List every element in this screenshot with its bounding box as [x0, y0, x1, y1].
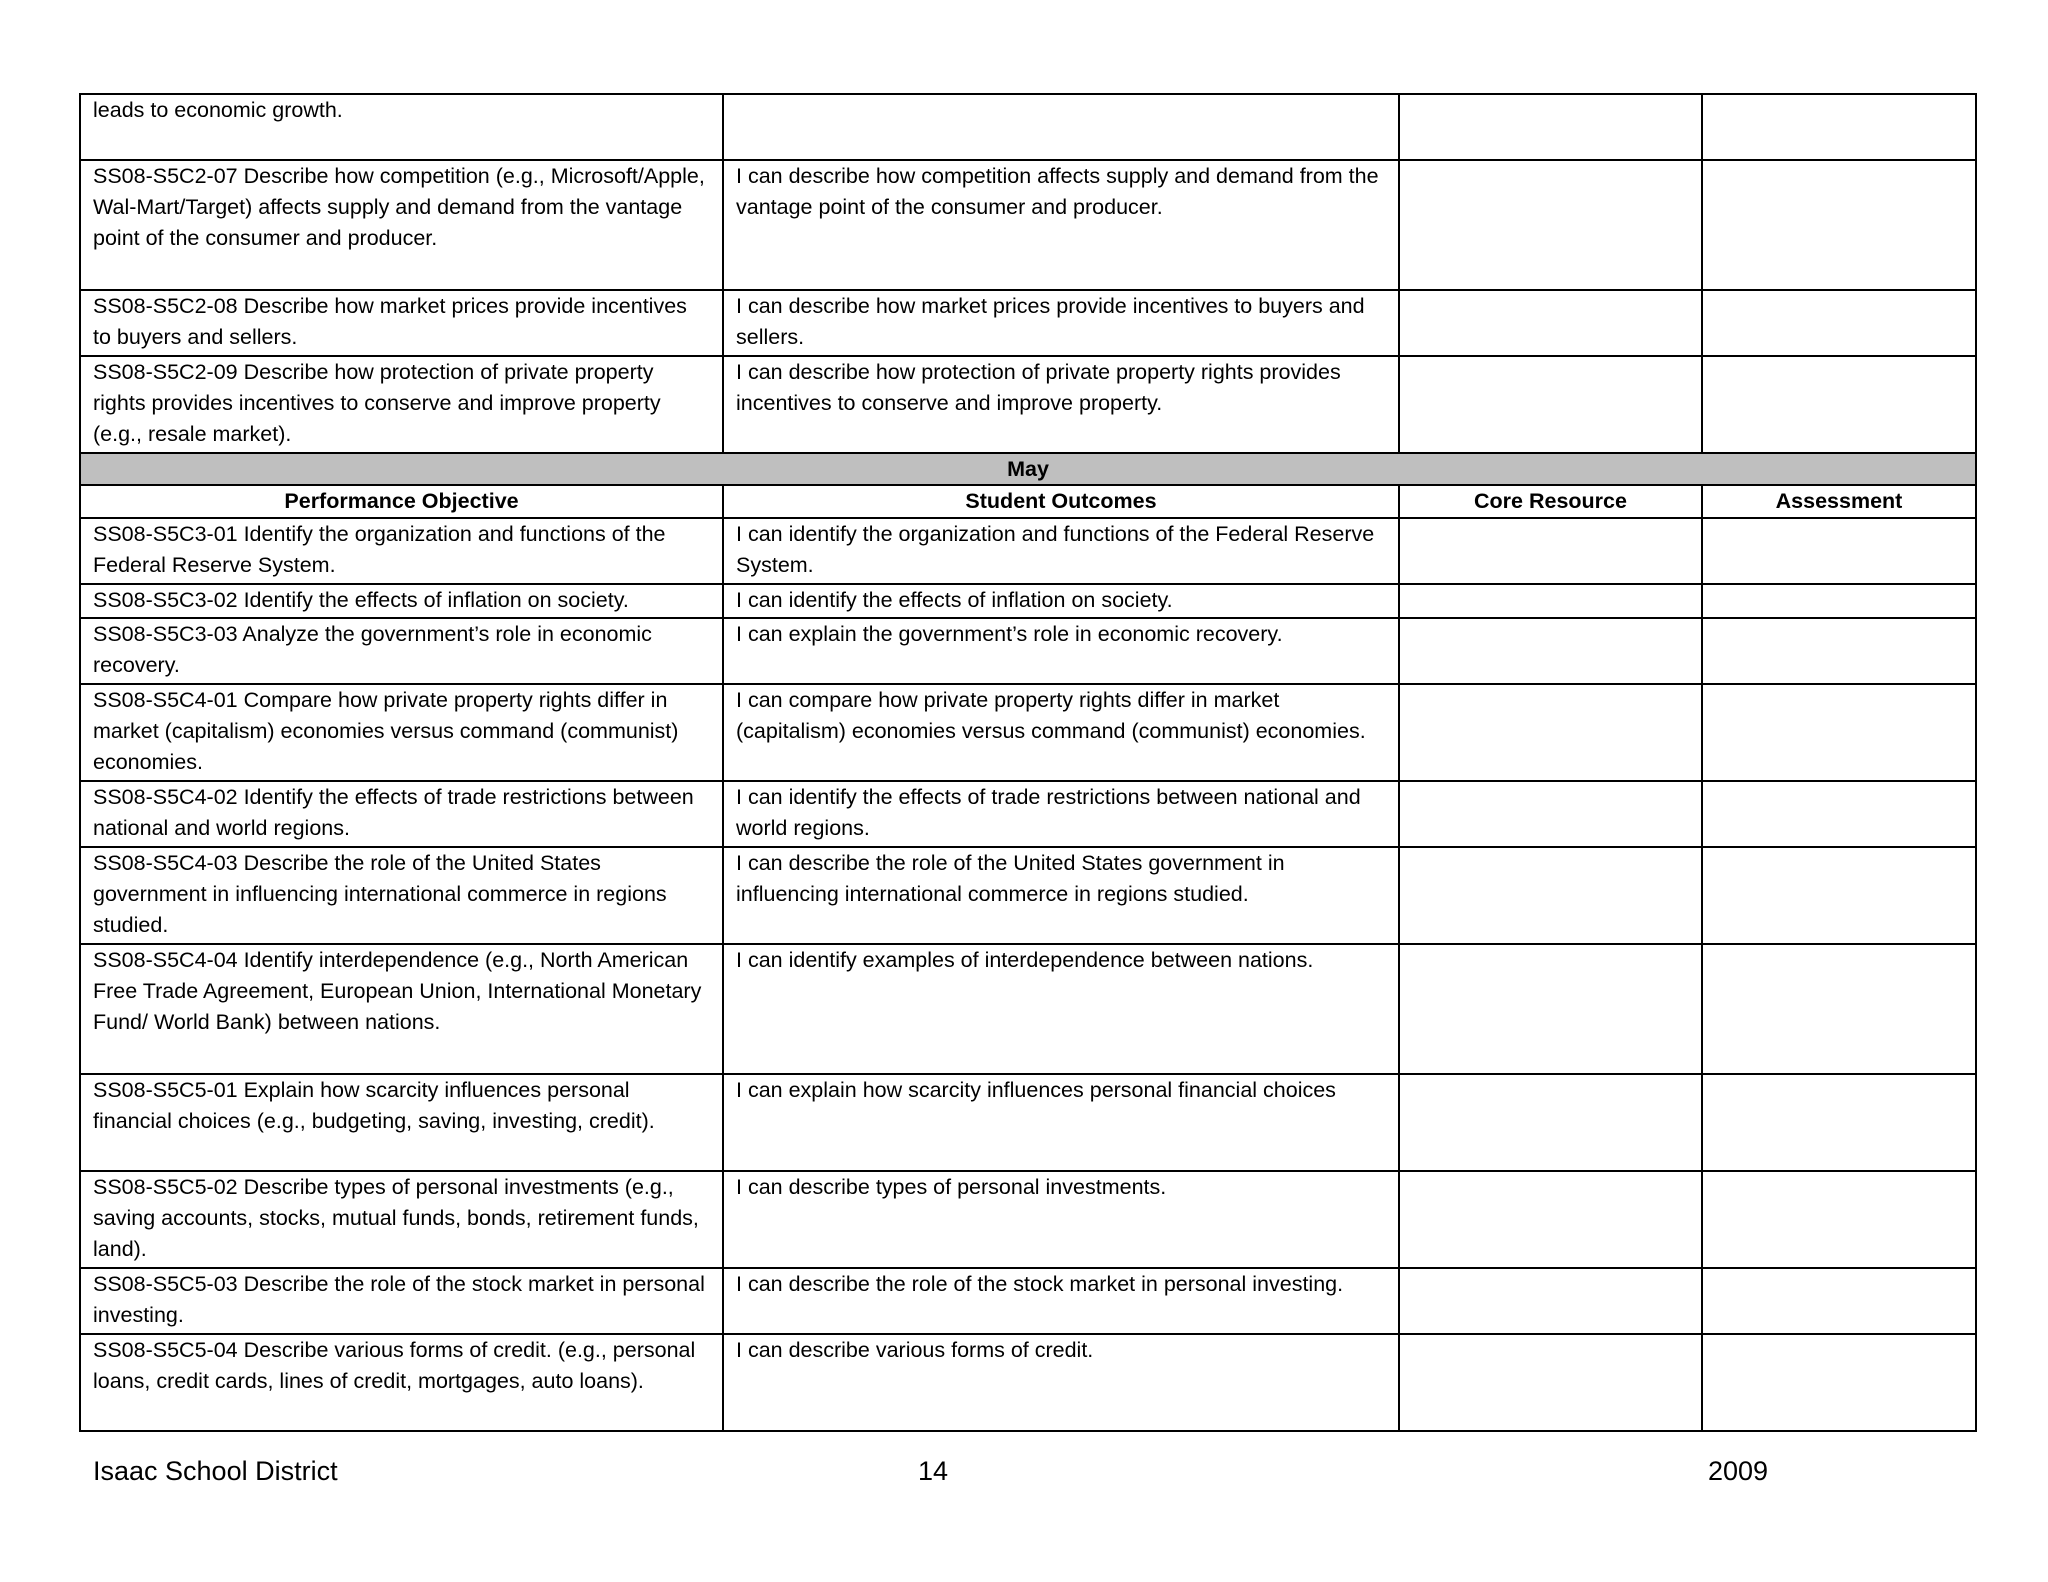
- assessment-cell: [1702, 356, 1976, 453]
- core-resource-cell: [1399, 1171, 1702, 1268]
- assessment-cell: [1702, 1074, 1976, 1171]
- outcome-cell: I can describe types of personal investments.: [723, 1171, 1399, 1268]
- objective-cell: SS08-S5C5-04 Describe various forms of credit. (e.g., personal loans, credit cards, lines of credit, mortgages, auto loans).: [80, 1334, 723, 1431]
- outcome-cell: I can describe the role of the United States government in influencing international commerce in regions studied.: [723, 847, 1399, 944]
- table-row: [80, 1268, 1976, 1334]
- table-row: [80, 518, 1976, 584]
- footer-year: 2009: [1708, 1456, 1769, 1486]
- header-performance-objective: Performance Objective: [80, 485, 723, 518]
- outcome-cell: [723, 94, 1399, 160]
- core-resource-cell: [1399, 160, 1702, 290]
- assessment-cell: [1702, 944, 1976, 1074]
- core-resource-cell: [1399, 94, 1702, 160]
- objective-cell: SS08-S5C2-09 Describe how protection of private property rights provides incentives to conserve and improve property (e.g., resale market).: [80, 356, 723, 453]
- assessment-cell: [1702, 684, 1976, 781]
- outcome-cell: I can identify the organization and functions of the Federal Reserve System.: [723, 518, 1399, 584]
- outcome-cell: I can describe various forms of credit.: [723, 1334, 1399, 1431]
- core-resource-cell: [1399, 356, 1702, 453]
- objective-cell: SS08-S5C4-04 Identify interdependence (e.g., North American Free Trade Agreement, European Union, International Monetary Fund/ World Bank) between nations.: [80, 944, 723, 1074]
- table-row: [80, 618, 1976, 684]
- table-row: [80, 584, 1976, 618]
- table-row: [80, 684, 1976, 781]
- core-resource-cell: [1399, 781, 1702, 847]
- outcome-cell: I can describe the role of the stock market in personal investing.: [723, 1268, 1399, 1334]
- objective-cell: SS08-S5C2-07 Describe how competition (e.g., Microsoft/Apple, Wal-Mart/Target) affects supply and demand from the vantage point of the consumer and producer.: [80, 160, 723, 290]
- core-resource-cell: [1399, 618, 1702, 684]
- objective-cell: SS08-S5C5-01 Explain how scarcity influences personal financial choices (e.g., budgeting, saving, investing, credit).: [80, 1074, 723, 1171]
- core-resource-cell: [1399, 944, 1702, 1074]
- assessment-cell: [1702, 1334, 1976, 1431]
- table-row: [80, 94, 1976, 160]
- outcome-cell: I can describe how protection of private property rights provides incentives to conserve and improve property.: [723, 356, 1399, 453]
- footer-district: Isaac School District: [93, 1456, 338, 1486]
- table-row: [80, 290, 1976, 356]
- table-row: [80, 1074, 1976, 1171]
- table-row: [80, 781, 1976, 847]
- objective-cell: SS08-S5C3-03 Analyze the government’s role in economic recovery.: [80, 618, 723, 684]
- table-row: [80, 847, 1976, 944]
- core-resource-cell: [1399, 1074, 1702, 1171]
- month-header-row: [80, 453, 1976, 485]
- objective-cell: SS08-S5C4-02 Identify the effects of trade restrictions between national and world regions.: [80, 781, 723, 847]
- core-resource-cell: [1399, 1268, 1702, 1334]
- core-resource-cell: [1399, 584, 1702, 618]
- objective-cell: SS08-S5C5-02 Describe types of personal investments (e.g., saving accounts, stocks, mutual funds, bonds, retirement funds, land).: [80, 1171, 723, 1268]
- footer-page-number: 14: [918, 1456, 949, 1486]
- core-resource-cell: [1399, 847, 1702, 944]
- outcome-cell: I can identify the effects of inflation on society.: [723, 584, 1399, 618]
- header-assessment: Assessment: [1702, 485, 1976, 518]
- core-resource-cell: [1399, 1334, 1702, 1431]
- objective-cell: leads to economic growth.: [80, 94, 723, 160]
- objective-cell: SS08-S5C4-03 Describe the role of the United States government in influencing international commerce in regions studied.: [80, 847, 723, 944]
- outcome-cell: I can explain how scarcity influences personal financial choices: [723, 1074, 1399, 1171]
- curriculum-table: [79, 93, 1977, 1432]
- assessment-cell: [1702, 618, 1976, 684]
- core-resource-cell: [1399, 684, 1702, 781]
- header-student-outcomes: Student Outcomes: [723, 485, 1399, 518]
- assessment-cell: [1702, 584, 1976, 618]
- month-heading: May: [80, 453, 1976, 485]
- assessment-cell: [1702, 1268, 1976, 1334]
- objective-cell: SS08-S5C4-01 Compare how private property rights differ in market (capitalism) economies versus command (communist) economies.: [80, 684, 723, 781]
- header-core-resource: Core Resource: [1399, 485, 1702, 518]
- outcome-cell: I can describe how competition affects supply and demand from the vantage point of the consumer and producer.: [723, 160, 1399, 290]
- assessment-cell: [1702, 781, 1976, 847]
- table-row: [80, 160, 1976, 290]
- objective-cell: SS08-S5C3-02 Identify the effects of inflation on society.: [80, 584, 723, 618]
- objective-cell: SS08-S5C5-03 Describe the role of the stock market in personal investing.: [80, 1268, 723, 1334]
- column-header-row: [80, 485, 1976, 518]
- assessment-cell: [1702, 518, 1976, 584]
- table-row: [80, 1334, 1976, 1431]
- outcome-cell: I can explain the government’s role in economic recovery.: [723, 618, 1399, 684]
- assessment-cell: [1702, 1171, 1976, 1268]
- assessment-cell: [1702, 160, 1976, 290]
- outcome-cell: I can identify the effects of trade restrictions between national and world regions.: [723, 781, 1399, 847]
- core-resource-cell: [1399, 290, 1702, 356]
- assessment-cell: [1702, 847, 1976, 944]
- outcome-cell: I can identify examples of interdependence between nations.: [723, 944, 1399, 1074]
- table-row: [80, 356, 1976, 453]
- objective-cell: SS08-S5C3-01 Identify the organization and functions of the Federal Reserve System.: [80, 518, 723, 584]
- table-row: [80, 944, 1976, 1074]
- core-resource-cell: [1399, 518, 1702, 584]
- objective-cell: SS08-S5C2-08 Describe how market prices provide incentives to buyers and sellers.: [80, 290, 723, 356]
- outcome-cell: I can describe how market prices provide incentives to buyers and sellers.: [723, 290, 1399, 356]
- table-row: [80, 1171, 1976, 1268]
- outcome-cell: I can compare how private property rights differ in market (capitalism) economies versus command (communist) economies.: [723, 684, 1399, 781]
- assessment-cell: [1702, 290, 1976, 356]
- assessment-cell: [1702, 94, 1976, 160]
